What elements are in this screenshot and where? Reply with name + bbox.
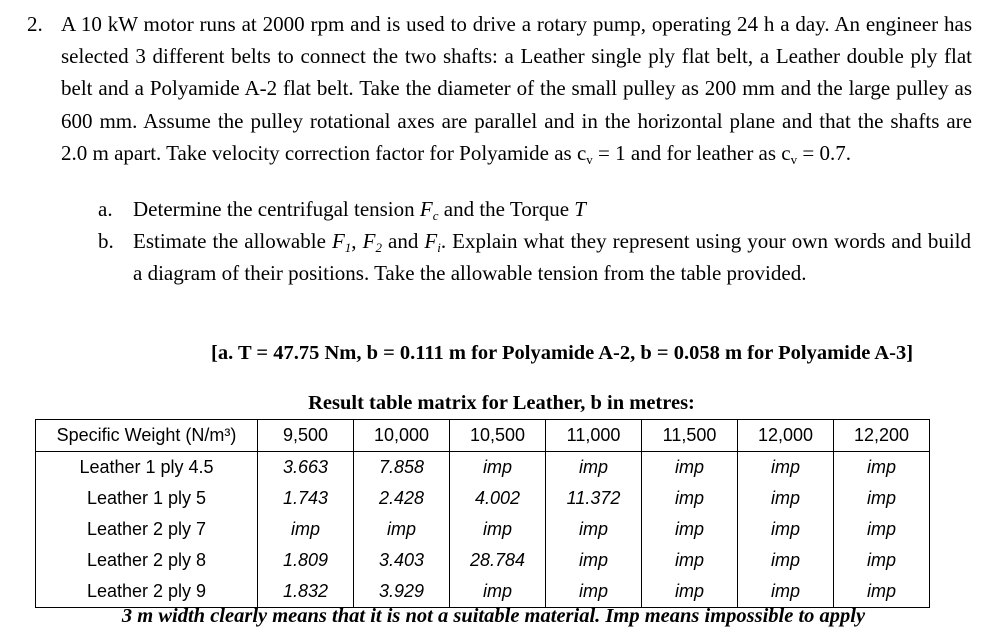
table-row — [36, 483, 930, 514]
table-cell: imp — [258, 514, 354, 545]
table-cell: imp — [546, 452, 642, 484]
header-cell-label: Specific Weight (N/m³) — [36, 420, 258, 452]
table-cell: imp — [450, 514, 546, 545]
table-header-row — [36, 420, 930, 452]
row-label: Leather 1 ply 4.5 — [36, 452, 258, 484]
symbol-Fi-sub: i — [437, 240, 441, 255]
header-cell-weight: 10,000 — [354, 420, 450, 452]
intro-text: A 10 kW motor runs at 2000 rpm and is used to drive a rotary pump, operating 24 h a day. An engineer has selected 3 different belts to connect the two shafts: a Leather single ply flat belt, a Leather double ply flat belt and a Polyamide A-2 flat belt. Take the diameter of the small pulley as 200 mm and the large pulley as 600 mm. Assume the pulley rotational axes are parallel and in the horizontal plane and that the shafts are 2.0 m apart. Take velocity correction factor for Polyamide as c — [61, 12, 972, 165]
table-cell: imp — [738, 545, 834, 576]
question-number: 2. — [27, 12, 43, 36]
symbol-F1: F — [331, 229, 345, 253]
answer-key: [a. T = 47.75 Nm, b = 0.111 m for Polyamide A-2, b = 0.058 m for Polyamide A-3] — [211, 342, 914, 364]
part-a-text — [133, 194, 971, 226]
part-a-before: Determine the centrifugal tension — [133, 197, 420, 221]
table-cell: imp — [546, 514, 642, 545]
table-cell: imp — [834, 483, 930, 514]
table-cell: imp — [834, 514, 930, 545]
table-cell: imp — [354, 514, 450, 545]
symbol-T: T — [574, 197, 586, 221]
table-cell: 3.929 — [354, 576, 450, 608]
header-cell-weight: 12,000 — [738, 420, 834, 452]
part-b-sep2: and — [381, 229, 425, 253]
part-b-sep1: , — [351, 229, 363, 253]
header-cell-weight: 11,500 — [642, 420, 738, 452]
table-row — [36, 545, 930, 576]
table-cell: imp — [546, 545, 642, 576]
table-cell: imp — [642, 483, 738, 514]
symbol-F2: F — [362, 229, 376, 253]
header-cell-weight: 11,000 — [546, 420, 642, 452]
table-cell: 7.858 — [354, 452, 450, 484]
table-cell: imp — [450, 576, 546, 608]
symbol-F1-sub: 1 — [344, 240, 352, 255]
table-cell: 28.784 — [450, 545, 546, 576]
part-b-after: . Explain what they represent using your own words and build a diagram of their positions. Take the allowable tension from the table provided. — [133, 229, 971, 285]
header-cell-weight: 10,500 — [450, 420, 546, 452]
question-intro — [61, 8, 972, 169]
table-cell: 1.809 — [258, 545, 354, 576]
row-label: Leather 2 ply 9 — [36, 576, 258, 608]
row-label: Leather 2 ply 8 — [36, 545, 258, 576]
intro-mid-text: = 1 and for leather as c — [592, 140, 791, 165]
table-row — [36, 452, 930, 484]
table-cell: 1.832 — [258, 576, 354, 608]
table-cell: 3.403 — [354, 545, 450, 576]
header-cell-weight: 9,500 — [258, 420, 354, 452]
table-cell: imp — [642, 452, 738, 484]
table-cell: imp — [738, 483, 834, 514]
part-b-label: b. — [98, 229, 114, 253]
table-cell: imp — [834, 545, 930, 576]
table-cell: imp — [450, 452, 546, 484]
table-cell: imp — [642, 576, 738, 608]
table-cell: imp — [738, 452, 834, 484]
table-cell: imp — [834, 452, 930, 484]
table-title: Result table matrix for Leather, b in metres: — [308, 392, 695, 414]
results-table — [35, 419, 930, 608]
header-cell-weight: 12,200 — [834, 420, 930, 452]
symbol-Fi: F — [424, 229, 438, 253]
table-cell: imp — [546, 576, 642, 608]
part-b-before: Estimate the allowable — [133, 229, 332, 253]
table-cell: 3.663 — [258, 452, 354, 484]
table-cell: imp — [738, 576, 834, 608]
symbol-F2-sub: 2 — [375, 240, 382, 255]
table-cell: 2.428 — [354, 483, 450, 514]
table-row — [36, 514, 930, 545]
table-cell: imp — [642, 545, 738, 576]
table-footnote: 3 m width clearly means that it is not a suitable material. Imp means impossible to apply — [121, 605, 866, 627]
table-cell: 1.743 — [258, 483, 354, 514]
cv-subscript: v — [586, 151, 593, 167]
row-label: Leather 2 ply 7 — [36, 514, 258, 545]
table-row — [36, 576, 930, 608]
intro-end-text: = 0.7. — [797, 140, 851, 165]
part-a-label: a. — [98, 197, 113, 221]
table-cell: imp — [834, 576, 930, 608]
results-table-body — [36, 420, 930, 608]
table-cell: imp — [738, 514, 834, 545]
part-a-after: and the Torque — [438, 197, 575, 221]
table-cell: 11.372 — [546, 483, 642, 514]
symbol-Fc: F — [419, 197, 433, 221]
table-cell: 4.002 — [450, 483, 546, 514]
part-b-text — [133, 226, 971, 289]
table-cell: imp — [642, 514, 738, 545]
symbol-Fc-sub: c — [432, 208, 439, 223]
cv-subscript-2: v — [790, 151, 798, 167]
row-label: Leather 1 ply 5 — [36, 483, 258, 514]
